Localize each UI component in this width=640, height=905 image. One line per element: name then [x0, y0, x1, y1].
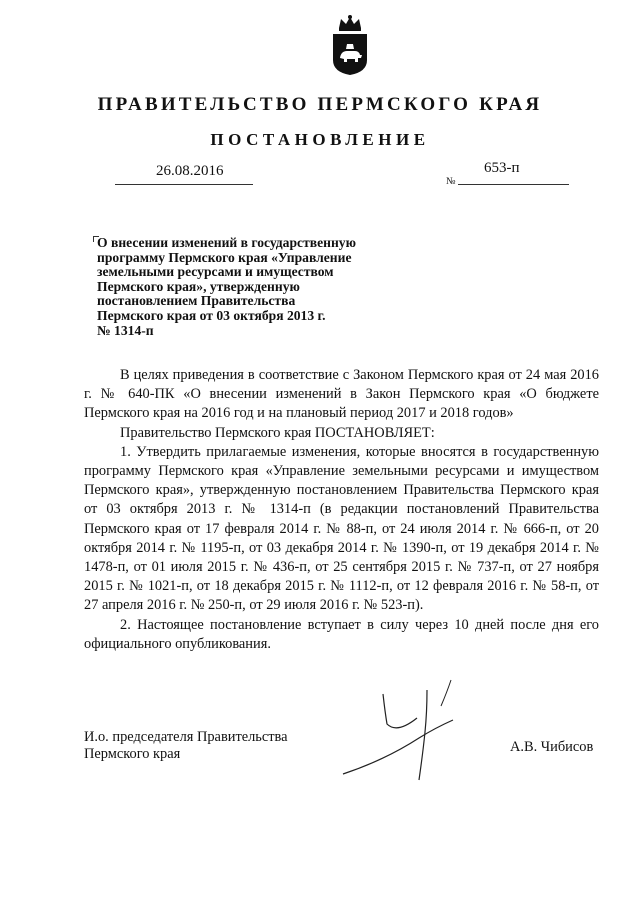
number-sign: № [446, 176, 456, 187]
government-title: ПРАВИТЕЛЬСТВО ПЕРМСКОГО КРАЯ [97, 94, 543, 115]
signatory-position-line: Пермского края [84, 745, 181, 762]
document-body [84, 366, 599, 654]
signatory-position-line: И.о. председателя Правительства [84, 729, 288, 745]
date-underline [115, 184, 253, 185]
document-subject [97, 236, 397, 338]
body-paragraph: Правительство Пермского края ПОСТАНОВЛЯЕТ: [120, 424, 435, 441]
subject-line: О внесении изменений в государственную [97, 235, 356, 250]
document-type: ПОСТАНОВЛЕНИЕ [210, 130, 430, 149]
signatory-name: А.В. Чибисов [510, 739, 594, 755]
document-date: 26.08.2016 [156, 163, 224, 179]
subject-line: постановлением Правительства [97, 293, 296, 309]
signatory-position [84, 729, 288, 762]
subject-line: земельными ресурсами и имуществом [97, 264, 334, 280]
body-paragraph: В целях приведения в соответствие с Законом Пермского края от 24 мая 2016 г. № 640-ПК «О внесении изменений в Закон Пермского края «О бюджете Пермского края на 2016 год и на плановый период 2017 и 2018 годов» [84, 367, 599, 422]
subject-line: Пермского края», утвержденную [97, 278, 300, 294]
coat-of-arms-icon [331, 14, 369, 76]
subject-line: № 1314-п [97, 322, 154, 338]
document-number: 653-п [484, 160, 520, 176]
body-paragraph: 1. Утвердить прилагаемые изменения, которые вносятся в государственную программу Пермского края «Управление земельными ресурсами и имуществом Пермского края», утвержденную постановлением Правительства Пермского края от 03 октября 2013 г. № 1314-п (в редакции постановлений Правительства Пермского края от 17 февраля 2014 г. № 88-п, от 24 июля 2014 г. № 666-п, от 20 октября 2014 г. № 1195-п, от 03 декабря 2014 г. № 1390-п, от 19 декабря 2014 г. № 1478-п, от 01 июля 2015 г. № 436-п, от 25 сентября 2015 г. № 737-п, от 27 ноября 2015 г. № 1021-п, от 18 декабря 2015 г. № 1112-п, от 12 февраля 2016 г. № 58-п, от 27 апреля 2016 г. № 250-п, от 29 июля 2016 г. № 523-п). [84, 443, 599, 614]
handwritten-signature [335, 672, 470, 782]
subject-line: Пермского края от 03 октября 2013 г. [97, 307, 326, 323]
body-paragraph: 2. Настоящее постановление вступает в силу через 10 дней после дня его официального опубликования. [84, 616, 599, 652]
number-underline [458, 184, 569, 185]
subject-line: программу Пермского края «Управление [97, 249, 352, 265]
